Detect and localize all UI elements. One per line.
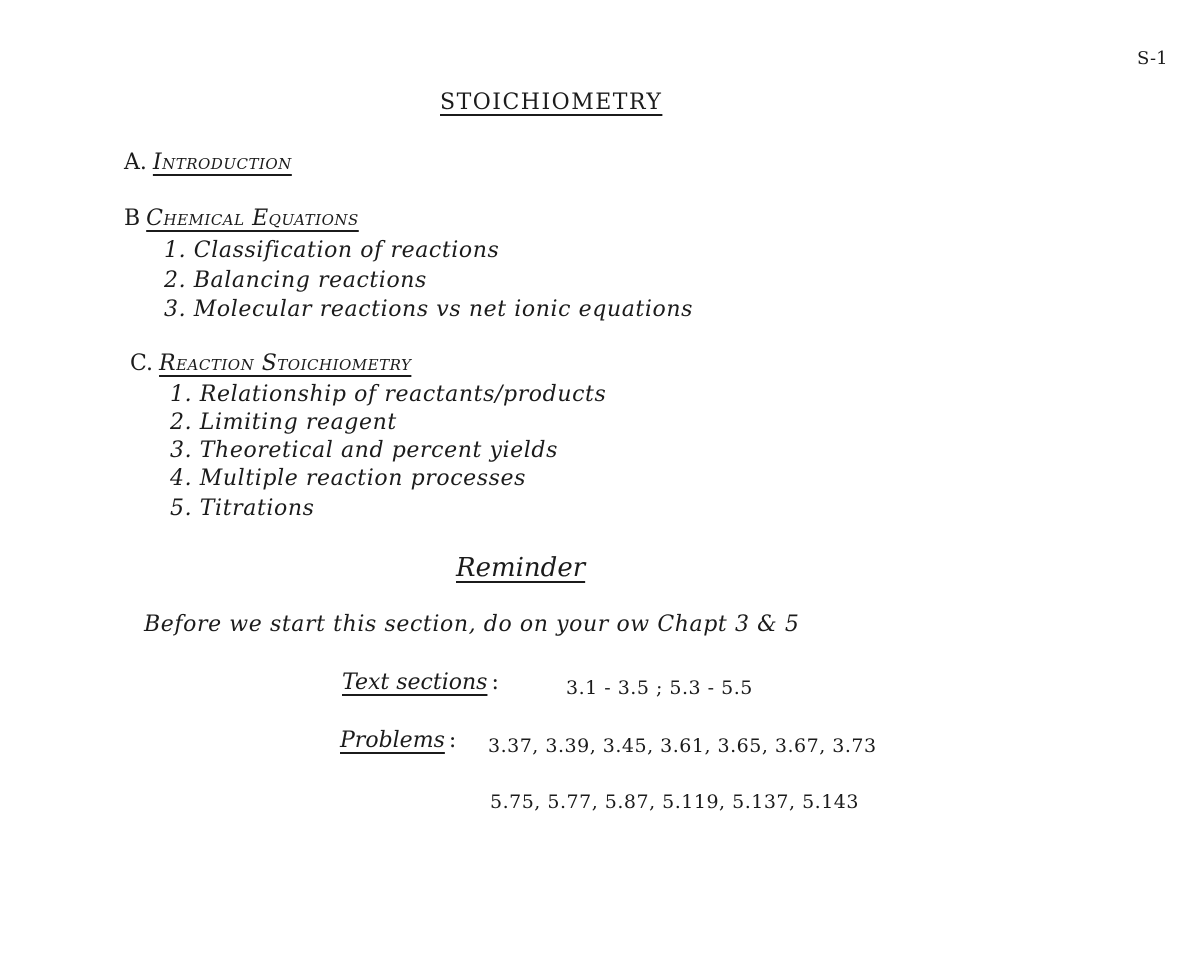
section-b-heading [124, 206, 359, 231]
section-b-item-2: 2. Balancing reactions [164, 268, 427, 293]
problems-label: Problems [340, 728, 445, 753]
section-c-heading [130, 351, 411, 376]
problems-line-2: 5.75, 5.77, 5.87, 5.119, 5.137, 5.143 [490, 791, 859, 813]
section-c-item-3: 3. Theoretical and percent yields [170, 438, 558, 463]
section-a-letter: A. [124, 150, 147, 175]
page-title: STOICHIOMETRY [440, 90, 663, 115]
text-sections-label: Text sections [342, 670, 488, 695]
section-c-item-1: 1. Relationship of reactants/products [170, 382, 607, 407]
text-sections-colon: : [491, 670, 499, 695]
section-a-title: Introduction [152, 150, 292, 175]
section-b-title: Chemical Equations [146, 206, 359, 231]
section-b-letter: B [124, 206, 141, 231]
problems-row [340, 728, 456, 753]
section-b-item-1: 1. Classification of reactions [164, 238, 500, 263]
reminder-instruction: Before we start this section, do on your ow Chapt 3 & 5 [144, 612, 800, 637]
text-sections-row [342, 670, 499, 695]
section-c-item-4: 4. Multiple reaction processes [170, 466, 527, 491]
reminder-heading: Reminder [456, 553, 586, 583]
section-c-title: Reaction Stoichiometry [159, 351, 412, 376]
section-b-item-3: 3. Molecular reactions vs net ionic equations [164, 297, 694, 322]
section-a-heading [124, 150, 292, 175]
text-sections-value: 3.1 - 3.5 ; 5.3 - 5.5 [566, 677, 753, 699]
section-c-letter: C. [130, 351, 154, 376]
section-c-item-5: 5. Titrations [170, 496, 315, 521]
section-c-item-2: 2. Limiting reagent [170, 410, 397, 435]
problems-colon: : [448, 728, 457, 753]
problems-line-1: 3.37, 3.39, 3.45, 3.61, 3.65, 3.67, 3.73 [488, 735, 877, 757]
page-number: S-1 [1137, 48, 1168, 69]
